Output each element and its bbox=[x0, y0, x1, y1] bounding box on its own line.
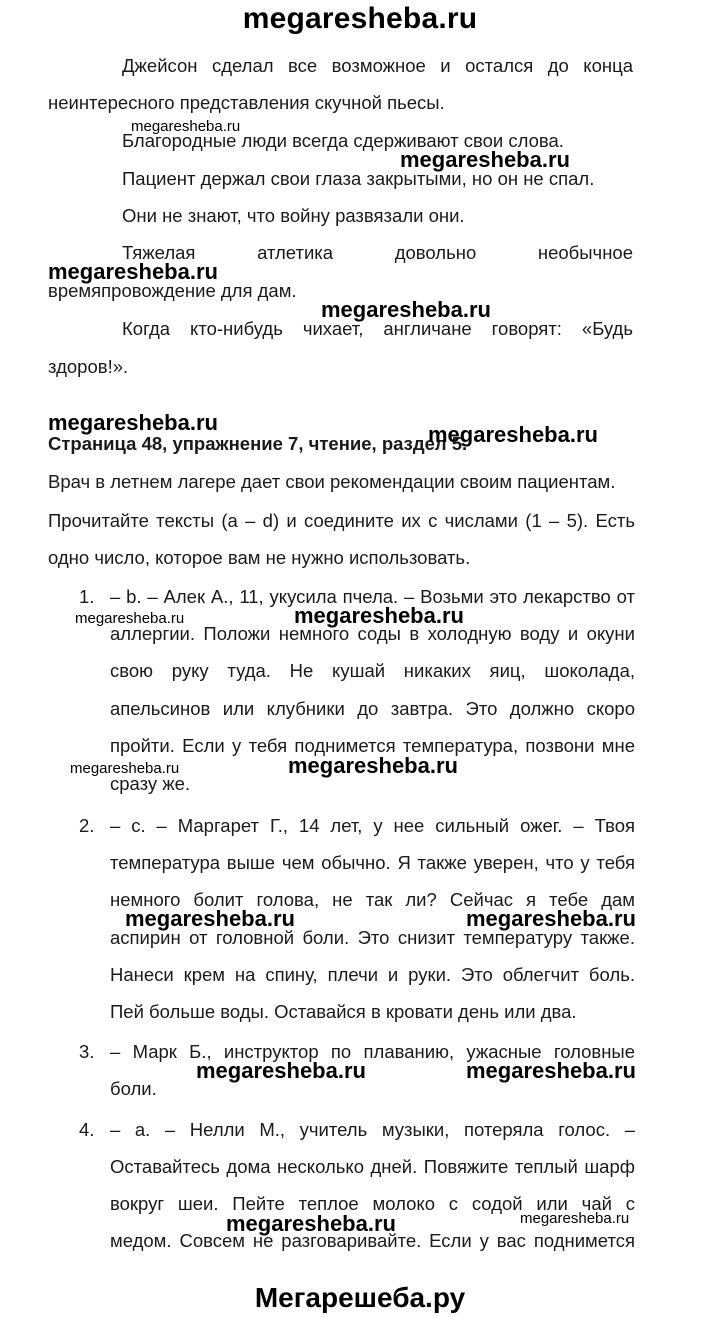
list-item-line: Оставайтесь дома несколько дней. Повяжите теплый шарф bbox=[110, 1156, 635, 1177]
list-item-line: апельсинов или клубники до завтра. Это должно скоро bbox=[110, 698, 635, 719]
list-item-line: – Марк Б., инструктор по плаванию, ужасные головные bbox=[110, 1041, 635, 1062]
watermark-small: megaresheba.ru bbox=[70, 760, 180, 777]
watermark: megaresheba.ru bbox=[428, 422, 598, 447]
list-item-line: свою руку туда. Не кушай никаких яиц, шоколада, bbox=[110, 660, 635, 681]
watermark: megaresheba.ru bbox=[466, 1058, 636, 1083]
footer-watermark: Мегарешеба.ру bbox=[254, 1282, 466, 1313]
intro-line: одно число, которое вам не нужно использовать. bbox=[48, 547, 471, 568]
watermark: megaresheba.ru bbox=[48, 410, 218, 435]
watermark: megaresheba.ru bbox=[226, 1211, 396, 1236]
list-number: 1. bbox=[79, 586, 95, 607]
list-item-line: Пей больше воды. Оставайся в кровати день или два. bbox=[110, 1001, 577, 1022]
paragraph-line: неинтересного представления скучной пьесы. bbox=[48, 92, 445, 113]
watermark: megaresheba.ru bbox=[466, 906, 636, 931]
list-item-line: пройти. Если у тебя поднимется температура, позвони мне bbox=[110, 735, 635, 756]
paragraph-line: времяпровождение для дам. bbox=[48, 280, 297, 301]
paragraph-line: Они не знают, что войну развязали они. bbox=[122, 205, 465, 226]
watermark-small: megaresheba.ru bbox=[520, 1210, 630, 1227]
list-item-line: – a. – Нелли М., учитель музыки, потеряла голос. – bbox=[110, 1119, 635, 1140]
paragraph-line: Джейсон сделал все возможное и остался до конца bbox=[122, 55, 633, 76]
watermark: megaresheba.ru bbox=[288, 753, 458, 778]
list-item-line: аллергии. Положи немного соды в холодную воду и окуни bbox=[110, 623, 635, 644]
list-item-line: Нанеси крем на спину, плечи и руки. Это облегчит боль. bbox=[110, 964, 635, 985]
paragraph-line: Когда кто-нибудь чихает, англичане говорят: «Будь bbox=[122, 318, 633, 339]
watermark: megaresheba.ru bbox=[321, 297, 491, 322]
watermark-small: megaresheba.ru bbox=[131, 118, 241, 135]
list-number: 3. bbox=[79, 1041, 95, 1062]
section-heading: Страница 48, упражнение 7, чтение, раздел 5. bbox=[48, 433, 468, 454]
header-watermark: megaresheba.ru bbox=[242, 2, 478, 35]
watermark: megaresheba.ru bbox=[294, 603, 464, 628]
list-item-line: боли. bbox=[110, 1078, 157, 1099]
list-item-line: вокруг шеи. Пейте теплое молоко с содой или чай с bbox=[110, 1193, 635, 1214]
list-item-line: – b. – Алек А., 11, укусила пчела. – Возьми это лекарство от bbox=[110, 586, 635, 607]
list-number: 4. bbox=[79, 1119, 95, 1140]
list-item-line: температура выше чем обычно. Я также уверен, что у тебя bbox=[110, 852, 635, 873]
paragraph-line: Тяжелая атлетика довольно необычное bbox=[122, 242, 633, 263]
paragraph-line: здоров!». bbox=[48, 356, 129, 377]
paragraph-line: Пациент держал свои глаза закрытыми, но он не спал. bbox=[122, 168, 595, 189]
paragraph-line: Благородные люди всегда сдерживают свои слова. bbox=[122, 130, 564, 151]
list-item-line: сразу же. bbox=[110, 773, 191, 794]
watermark: megaresheba.ru bbox=[400, 147, 570, 172]
intro-line: Прочитайте тексты (a – d) и соедините их с числами (1 – 5). Есть bbox=[48, 510, 635, 531]
watermark: megaresheba.ru bbox=[125, 906, 295, 931]
list-item-line: аспирин от головной боли. Это снизит температуру также. bbox=[110, 927, 635, 948]
list-number: 2. bbox=[79, 815, 95, 836]
watermark: megaresheba.ru bbox=[196, 1058, 366, 1083]
watermark-small: megaresheba.ru bbox=[75, 610, 185, 627]
list-item-line: немного болит голова, не так ли? Сейчас я тебе дам bbox=[110, 889, 635, 910]
list-item-line: – c. – Маргарет Г., 14 лет, у нее сильный ожег. – Твоя bbox=[110, 815, 635, 836]
watermark: megaresheba.ru bbox=[48, 259, 218, 284]
list-item-line: медом. Совсем не разговаривайте. Если у вас поднимется bbox=[110, 1230, 635, 1251]
intro-line: Врач в летнем лагере дает свои рекомендации своим пациентам. bbox=[48, 471, 616, 492]
